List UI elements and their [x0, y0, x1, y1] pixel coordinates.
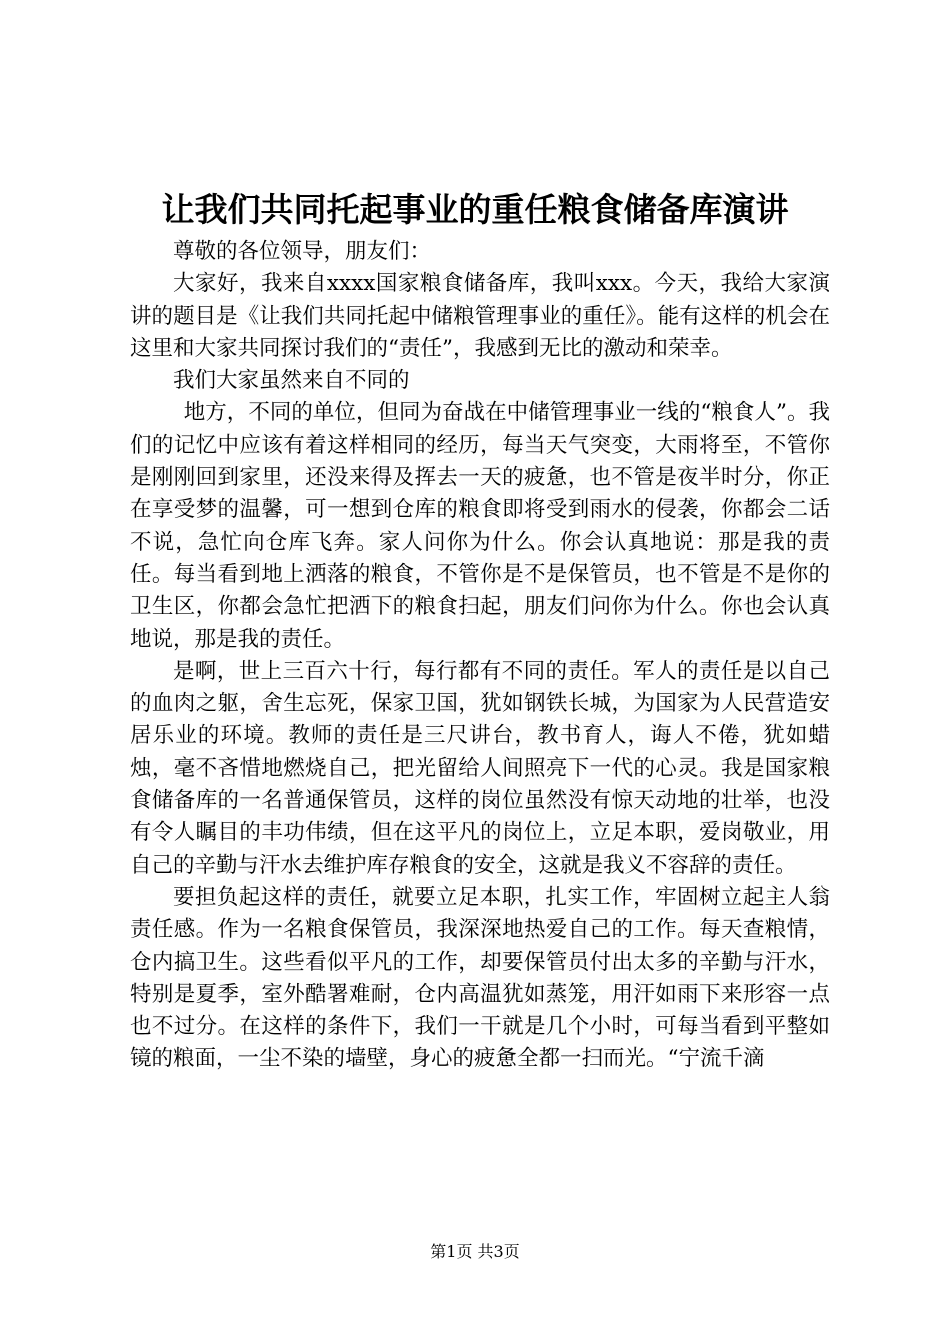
document-title: 让我们共同托起事业的重任粮食储备库演讲 [161, 190, 789, 229]
paragraph-intro: 大家好，我来自xxxx国家粮食储备库，我叫xxx。今天，我给大家演讲的题目是《让我们共同托起中储粮管理事业的重任》。能有这样的机会在这里和大家共同探讨我们的“责任”，我感到无比的激动和荣幸。 [130, 271, 830, 361]
paragraph-greeting: 尊敬的各位领导，朋友们： [173, 239, 432, 264]
paragraph-fragment: 我们大家虽然来自不同的 [173, 368, 410, 394]
paragraph-professions: 是啊，世上三百六十行，每行都有不同的责任。军人的责任是以自己的血肉之躯，舍生忘死，保家卫国，犹如钢铁长城，为国家为人民营造安居乐业的环境。教师的责任是三尺讲台，教书育人，诲人不倦，犹如蜡烛，毫不吝惜地燃烧自己，把光留给人间照亮下一代的心灵。我是国家粮食储备库的一名普通保管员，这样的岗位虽然没有惊天动地的壮举，也没有令人瞩目的丰功伟绩，但在这平凡的岗位上，立足本职，爱岗敬业，用自己的辛勤与汗水去维护库存粮食的安全，这就是我义不容辞的责任。 [130, 658, 830, 878]
page-footer: 第1页 共3页 [430, 1242, 520, 1261]
document-body [130, 236, 830, 1076]
paragraph-duty: 要担负起这样的责任，就要立足本职，扎实工作，牢固树立起主人翁责任感。作为一名粮食保管员，我深深地热爱自己的工作。每天查粮情，仓内搞卫生。这些看似平凡的工作，却要保管员付出太多的辛勤与汗水，特别是夏季，室外酷署难耐，仓内高温犹如蒸笼，用汗如雨下来形容一点也不过分。在这样的条件下，我们一干就是几个小时，可每当看到平整如镜的粮面，一尘不染的墙壁，身心的疲惫全都一扫而光。“宁流千滴 [130, 884, 830, 1072]
paragraph-responsibility-memory: 地方，不同的单位，但同为奋战在中储管理事业一线的“粮食人”。我们的记忆中应该有着这样相同的经历，每当天气突变，大雨将至，不管你是刚刚回到家里，还没来得及挥去一天的疲惫，也不管是夜半时分，你正在享受梦的温馨，可一想到仓库的粮食即将受到雨水的侵袭，你都会二话不说，急忙向仓库飞奔。家人问你为什么。你会认真地说：那是我的责任。每当看到地上洒落的粮食，不管你是不是保管员，也不管是不是你的卫生区，你都会急忙把洒下的粮食扫起，朋友们问你为什么。你也会认真地说，那是我的责任。 [130, 400, 830, 652]
